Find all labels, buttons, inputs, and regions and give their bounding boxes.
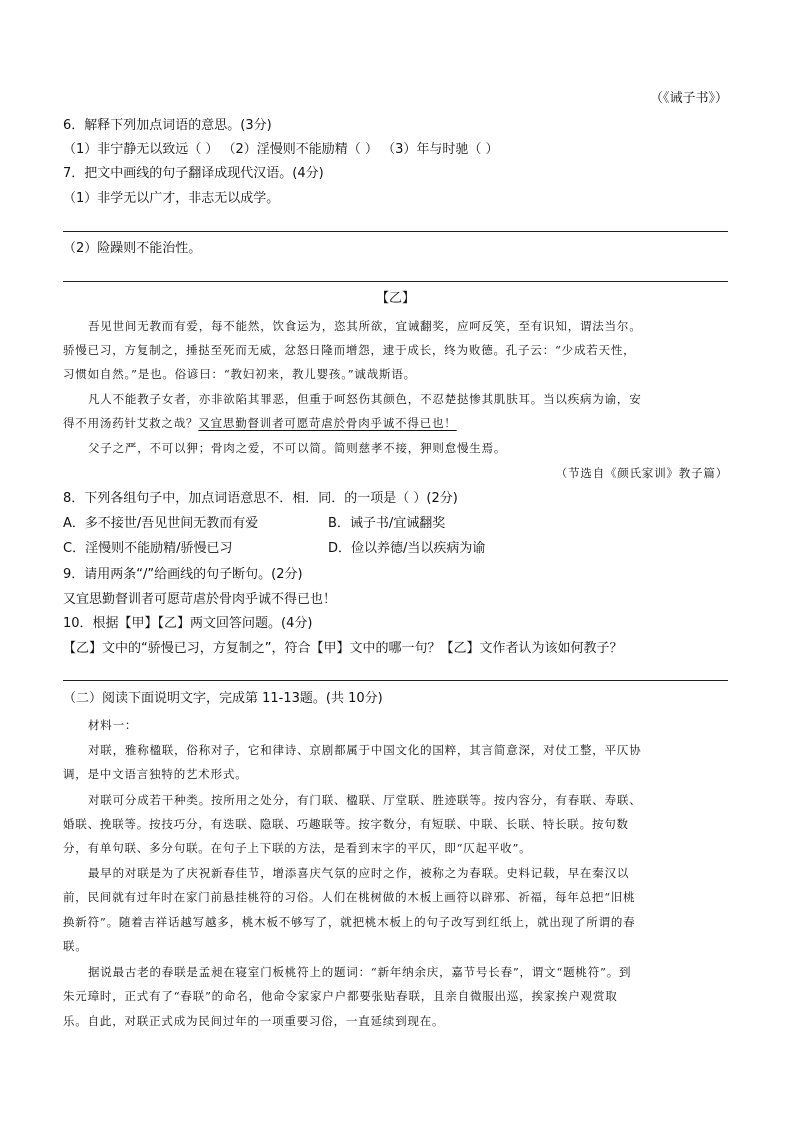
sec2-p4-line3: 乐。自此，对联正式成为民间过年的一项重要习俗，一直延续到现在。 (63, 1014, 445, 1028)
q10-question: 【乙】文中的“骄慢已习，方复制之”，符合【甲】文中的哪一句？【乙】文作者认为该如何教子？ (63, 641, 623, 656)
q8-option-c: C．淫慢则不能励精/骄慢已习 (63, 541, 233, 556)
yi-heading: 【乙】 (375, 291, 415, 306)
sec2-p2-line1: 对联可分成若干种类。按所用之处分，有门联、楹联、厅堂联、胜迹联等。按内容分，有春联、寿联、 (88, 793, 642, 807)
q7-sentence-1: （1）非学无以广才，非志无以成学。 (63, 191, 280, 206)
sec2-p3-line3: 换新符”。随着吉祥话越写越多，桃木板不够写了，就把桃木板上的句子改写到红纸上，就出现了所谓的春 (63, 915, 636, 929)
sec2-p2-line2: 婚联、挽联等。按技巧分，有迭联、隐联、巧趣联等。按字数分，有短联、中联、长联、特长联。按句数 (63, 817, 629, 831)
q9-title: 9．请用两条“/”给画线的句子断句。(2分) (63, 567, 303, 582)
yi-p1-line3: 习惯如自然。”是也。俗谚曰：“教妇初来，教儿婴孩。”诚哉斯语。 (63, 367, 416, 381)
yi-p1-line2: 骄慢已习，方复制之，捶挞至死而无威，忿怒日隆而增怨，逮于成长，终为败德。孔子云：“少成若天性， (63, 343, 636, 357)
q9-sentence: 又宜思勤督训者可愿苛虐於骨肉乎诚不得已也！ (63, 592, 337, 607)
q6-title: 6．解释下列加点词语的意思。(3分) (63, 118, 272, 133)
yi-p3: 父子之严，不可以狎；骨肉之爱，不可以简。简则慈孝不接，狎则怠慢生焉。 (88, 441, 507, 455)
sec2-p1-line1: 对联，雅称楹联，俗称对子，它和律诗、京剧都属于中国文化的国粹，其言简意深，对仗工整，平仄协 (88, 743, 642, 757)
q8-option-b: B．诫子书/宜诫翻奖 (328, 516, 446, 531)
sec2-p3-line2: 前，民间就有过年时在家门前悬挂桃符的习俗。人们在桃树做的木板上画符以辟邪、祈福，每年总把“旧桃 (63, 890, 636, 904)
yi-p2-line2 (63, 414, 457, 432)
yi-source: （节选自《颜氏家训》教子篇） (555, 466, 728, 480)
sec2-p3-line1: 最早的对联是为了庆祝新春佳节，增添喜庆气氛的应时之作，被称之为春联。史料记载，早在秦汉以 (88, 866, 630, 880)
sec2-p1-line2: 调，是中文语言独特的艺术形式。 (63, 767, 248, 781)
q8-option-d: D．俭以养德/当以疾病为谕 (328, 541, 486, 556)
sec2-p4-line1: 据说最古老的春联是孟昶在寝室门板桃符上的题词：“新年纳余庆，嘉节号长春”，谓文“题桃符”。到 (88, 965, 632, 979)
yi-p2-line1: 凡人不能教子女者，亦非欲陷其罪恶，但重于呵怒伤其颜色，不忍楚挞惨其肌肤耳。当以疾病为谕，安 (88, 392, 642, 406)
yi-underlined-sentence: 又宜思勤督训者可愿苛虐於骨肉乎诚不得已也！ (198, 416, 457, 430)
yi-p1-line1: 吾见世间无教而有爱，每不能然，饮食运为，恣其所欲，宜诫翻奖，应呵反笑，至有识知，谓法当尔。 (88, 319, 642, 333)
answer-line (63, 680, 728, 681)
sec2-p4-line2: 朱元璋时，正式有了“春联”的命名，他命令家家户户都要张贴春联，且亲自微服出巡，挨家挨户观赏取 (63, 989, 618, 1003)
section2-title: （二）阅读下面说明文字，完成第 11-13题。(共 10分) (63, 691, 383, 706)
material-label: 材料一： (88, 718, 138, 732)
citation-top: （《诫子书》） (649, 91, 728, 106)
yi-p2-plain: 得不用汤药针艾救之哉？ (63, 416, 199, 430)
answer-line (63, 281, 728, 282)
q8-option-a: A．多不接世/吾见世间无教而有爱 (63, 516, 259, 531)
q8-title: 8．下列各组句子中，加点词语意思不．相．同．的一项是（ ）(2分) (63, 491, 458, 506)
q7-sentence-2: （2）险躁则不能治性。 (63, 241, 202, 256)
sec2-p3-line4: 联。 (63, 939, 88, 953)
q7-title: 7．把文中画线的句子翻译成现代汉语。(4分) (63, 166, 324, 181)
sec2-p2-line3: 分，有单句联、多分句联。在句子上下联的方法，是看到末字的平仄，即“仄起平收”。 (63, 841, 532, 855)
q10-title: 10．根据【甲】【乙】两文回答问题。(4分) (63, 616, 313, 631)
q6-items: （1）非宁静无以致远（ ） （2）淫慢则不能励精（ ） （3）年与时驰（ ） (63, 142, 499, 157)
answer-line (63, 231, 728, 232)
